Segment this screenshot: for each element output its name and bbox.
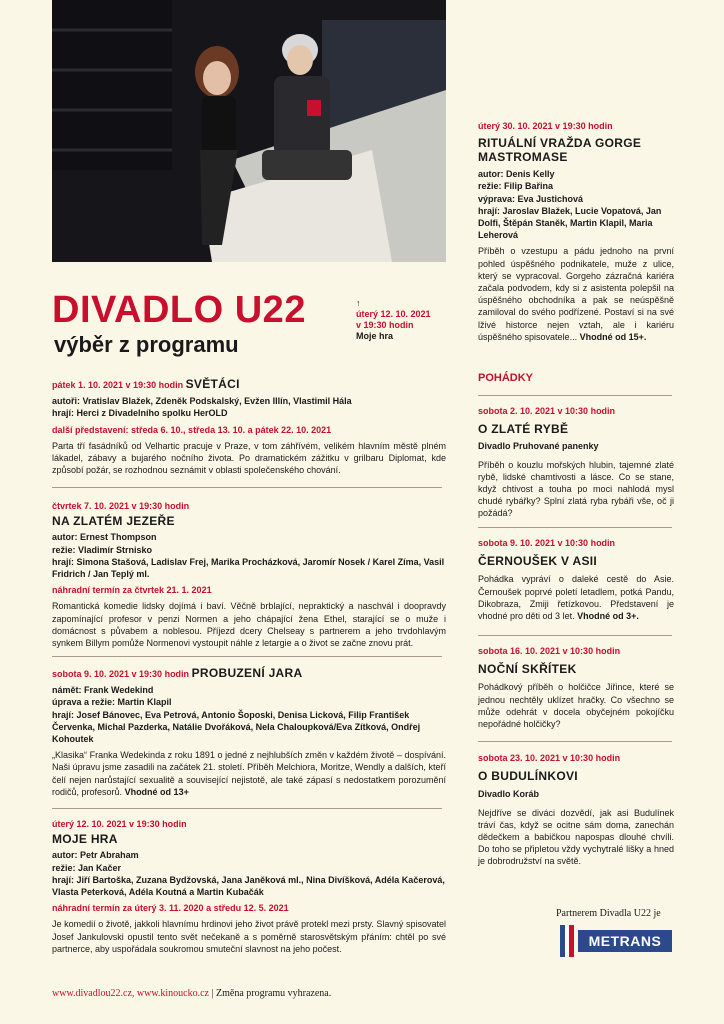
event-credit: hrají: Herci z Divadelního spolku HerOLD — [52, 408, 228, 419]
metrans-logo — [560, 925, 672, 957]
logo-wordmark: METRANS — [578, 930, 672, 952]
event-description: „Klasika“ Franka Wedekinda z roku 1891 o jedné z nejhlubších změn v každém životě – dospívání. Naši úpravu jsme zasadili na začátek 21. století. Příběh Melchiora, Moritze, Wendly a dalších, kteří čelí nejen narůstající sexualitě a související nejistotě, ale také zápasí s nedostatkem porozumění rodičů, profesorů. Vhodné od 13+ — [52, 750, 446, 797]
event-credit: úprava a režie: Martin Klapil — [52, 697, 172, 708]
event-date: úterý 30. 10. 2021 v 19:30 hodin — [478, 121, 613, 131]
event-date: sobota 23. 10. 2021 v 10:30 hodin — [478, 753, 621, 763]
footer-note: Změna programu vyhrazena. — [216, 988, 332, 999]
event-probuzeni-jara — [52, 667, 446, 798]
photo-caption — [356, 298, 431, 342]
event-note: další představení: středa 6. 10., středa 13. 10. a pátek 22. 10. 2021 — [52, 424, 332, 435]
event-company: Divadlo Koráb — [478, 789, 540, 800]
page-title: DIVADLO U22 — [52, 289, 306, 331]
event-note: náhradní termín za čtvrtek 21. 1. 2021 — [52, 585, 212, 596]
event-credit: autor: Ernest Thompson — [52, 532, 157, 543]
event-credit: režie: Jan Kačer — [52, 862, 122, 873]
stage-illustration — [52, 0, 446, 262]
event-credit: hrají: Jiří Bartoška, Zuzana Bydžovská, Jana Janěková ml., Nina Divíšková, Adéla Kačerová, Vlasta Peterková, Adéla Koutná a Martin Kubačák — [52, 874, 445, 898]
fairy-o-budulinkovi — [478, 752, 674, 868]
event-age: Vhodné od 3+. — [577, 611, 639, 622]
divider — [478, 741, 672, 742]
event-credit: režie: Vladimír Strnisko — [52, 544, 153, 555]
partner-text: Partnerem Divadla U22 je — [556, 908, 661, 919]
event-description: Romantická komedie lidsky dojímá i baví. Věčně brblající, nepraktický a naschvál i doopravdy zapomínající profesor v penzi Normen a jeho chápající žena Ethel, starající se o muže i domácnost s půvabem a noblesou. Příjezd dcery Chelseay s partnerem a jeho trvdohlavým synkem Billym pomůže Normenovi vystoupit náhle z letargie a o život se začne znovu prát. — [52, 601, 446, 649]
event-note: náhradní termín za úterý 3. 11. 2020 a středu 12. 5. 2021 — [52, 903, 289, 914]
fairy-cernousek — [478, 537, 674, 622]
event-title: RITUÁLNÍ VRAŽDA GORGE MASTROMASE — [478, 136, 642, 165]
stage-photo — [52, 0, 446, 262]
event-company: Divadlo Pruhované panenky — [478, 441, 599, 452]
event-date: sobota 9. 10. 2021 v 10:30 hodin — [478, 538, 616, 548]
event-credit: režie: Filip Bařina — [478, 181, 554, 192]
footer-links[interactable]: www.divadlou22.cz, www.kinoucko.cz — [52, 988, 209, 999]
event-title: NA ZLATÉM JEZEŘE — [52, 514, 175, 529]
divider — [52, 487, 442, 488]
footer-separator: | — [209, 988, 217, 999]
event-title: PROBUZENÍ JARA — [191, 666, 303, 680]
event-credit: autor: Petr Abraham — [52, 850, 139, 861]
event-description: Příběh o kouzlu mořských hlubin, tajemné zlaté rybě, lidské chamtivosti a lásce. Co se stane, když chtivost a touha po moci nahlodá mysl chudé rybářky? Splní zlatá ryba rybáři vše, oč ji požádá? — [478, 459, 674, 519]
caption-time: v 19:30 hodin — [356, 320, 414, 330]
event-credit: námět: Frank Wedekind — [52, 685, 154, 696]
event-age: Vhodné od 15+. — [579, 331, 647, 342]
event-description: Příběh o vzestupu a pádu jednoho na první pohled úspěšného podnikatele, muže z ulice, který se vypracoval. Gorgeho zázračná kariéra začala podvodem, kdy si z asistenta polepšil na úspěšného obchodníka a pak se neúspěšně zamiloval do svého podřízené. Postaví si na své lživé historce nejen vztah, ale i kariéru úspěšného spisovatele... Vhodné od 15+. — [478, 246, 674, 342]
event-date: úterý 12. 10. 2021 v 19:30 hodin — [52, 819, 187, 829]
caption-show: Moje hra — [356, 331, 394, 341]
divider — [478, 635, 672, 636]
event-credit: autor: Denis Kelly — [478, 169, 555, 180]
event-date: sobota 2. 10. 2021 v 10:30 hodin — [478, 406, 616, 416]
divider — [52, 808, 442, 809]
event-date: čtvrtek 7. 10. 2021 v 19:30 hodin — [52, 501, 190, 511]
event-description: Parta tří fasádníků od Velhartic pracuje v Praze, v tom záhřívém, velikém hlavním městě plném lákadel, zábavy a bujarého nočního života. Po dramatickém zážitku v grilbaru Diplomat, kde způsobí požár, se rozhodnou seznámit v oblasti společenského chování. — [52, 440, 446, 476]
flag-icon — [560, 925, 574, 957]
event-title: MOJE HRA — [52, 832, 118, 847]
event-credit: autoři: Vratislav Blažek, Zdeněk Podskalský, Evžen Illín, Vlastimil Hála — [52, 396, 352, 407]
event-description: Je komedií o životě, jakkoli hlavnímu hrdinovi jeho život právě protekl mezi prsty. Slavný spisovatel Josef Jankulovski opustil tento svět nečekaně a s poměrně starosvětským přáním: chtěl po své partnerce, aby uspořádala soukromou smuteční slavnost na jeho počest. — [52, 919, 446, 954]
event-ritualni-vrazda — [478, 120, 674, 343]
event-credit: výprava: Eva Justichová — [478, 193, 584, 204]
page-subtitle: výběr z programu — [54, 332, 239, 357]
event-title: O BUDULÍNKOVI — [478, 769, 578, 784]
divider — [478, 395, 672, 396]
arrow-up-icon: ↑ — [356, 298, 361, 308]
divider — [478, 527, 672, 528]
event-title: SVĚTÁCI — [185, 377, 240, 391]
footer — [52, 988, 331, 999]
event-date: pátek 1. 10. 2021 v 19:30 hodin — [52, 380, 184, 390]
event-credit: hrají: Jaroslav Blažek, Lucie Vopatová, Jan Dolfi, Štěpán Staněk, Martin Klapil, Maria Leherová — [478, 205, 662, 241]
event-title: NOČNÍ SKŘÍTEK — [478, 662, 577, 677]
event-date: sobota 9. 10. 2021 v 19:30 hodin — [52, 669, 190, 679]
fairy-nocni-skritek — [478, 645, 674, 730]
event-na-zlatem-jezere — [52, 500, 446, 649]
event-credit: hrají: Simona Stašová, Ladislav Frej, Marika Procházková, Jaromír Nosek / Karel Zíma, Vasil Fridrich / Jan Teplý ml. — [52, 556, 445, 580]
event-description: Pohádkový příběh o holčičce Jiřince, které se jednou nechtěly uklízet hračky. Co všechno se může odehrát v docela obyčejném pokojíčku nepořádné holčičky? — [478, 682, 674, 730]
event-title: O ZLATÉ RYBĚ — [478, 422, 569, 437]
caption-date: úterý 12. 10. 2021 — [356, 309, 431, 319]
event-credit: hrají: Josef Bánovec, Eva Petrová, Antonio Šoposki, Denisa Licková, Filip František Červenka, Michal Pazderka, Natálie Dvořáková, Nela Chaloupková/Eva Zítková, Ondřej Kohoutek — [52, 709, 421, 745]
section-fairy-tales: POHÁDKY — [478, 372, 534, 384]
event-description: Nejdříve se diváci dozvědí, jak asi Budulínek tráví čas, když se ocitne sám doma, zanechán dědečkem a babičkou napospas dlouhé chvíli. Do toho se připletou vždy vychytralé lišky a hned je dobrodružství na světě. — [478, 807, 674, 867]
event-title: ČERNOUŠEK V ASII — [478, 554, 598, 569]
event-description: Pohádka vypráví o daleké cestě do Asie. Černoušek poprvé poletí letadlem, potká Pandu, Dikobraza, Zmiji řetízkovou. Představení je vhodné pro děti od 3 let. Vhodné od 3+. — [478, 574, 674, 622]
event-svetaci — [52, 378, 446, 476]
event-date: sobota 16. 10. 2021 v 10:30 hodin — [478, 646, 621, 656]
event-age: Vhodné od 13+ — [124, 786, 189, 797]
fairy-o-zlate-rybe — [478, 405, 674, 520]
event-moje-hra — [52, 818, 446, 955]
divider — [52, 656, 442, 657]
